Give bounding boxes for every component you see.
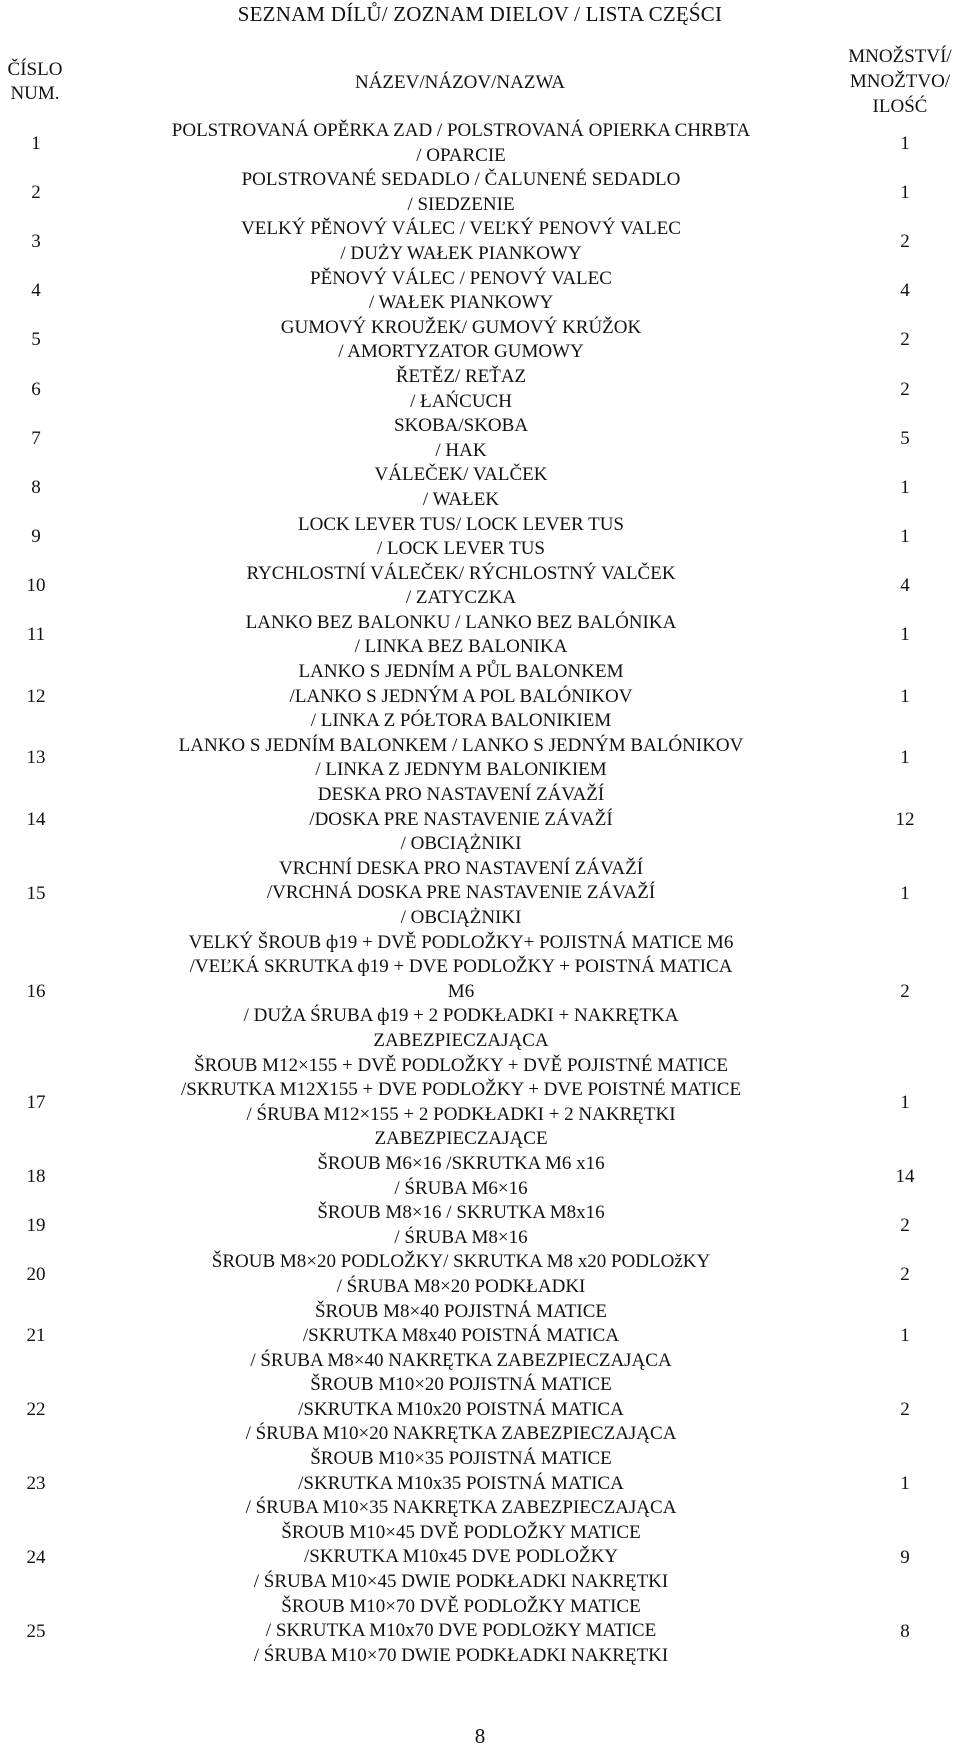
table-row [0, 119, 960, 168]
part-name-line: ŘETĚZ/ REŤAZ [395, 365, 527, 387]
part-quantity: 2 [900, 230, 910, 252]
parts-table [0, 119, 960, 1668]
table-row [0, 1521, 960, 1595]
part-quantity: 12 [895, 808, 915, 830]
header-number-line: NUM. [10, 83, 60, 104]
part-name-line: /SKRUTKA M10x45 DVE PODLOŽKY [303, 1546, 619, 1568]
part-quantity: 2 [900, 1263, 910, 1285]
part-name-line: /SKRUTKA M10x35 POISTNÁ MATICA [298, 1472, 624, 1494]
part-name [72, 734, 850, 783]
part-name-line: / WAŁEK PIANKOWY [368, 292, 554, 314]
part-name [72, 316, 850, 365]
part-name-line: / LINKA Z PÓŁTORA BALONIKIEM [310, 710, 612, 732]
table-row [0, 660, 960, 734]
part-name [72, 217, 850, 266]
table-header [0, 44, 960, 124]
table-row [0, 463, 960, 512]
part-name-line: ŠROUB M8×16 / SKRUTKA M8x16 [317, 1202, 605, 1224]
part-name-line: / WAŁEK [422, 488, 500, 510]
part-name-line: / DUŻY WAŁEK PIANKOWY [340, 242, 582, 264]
part-name-line: VRCHNÍ DESKA PRO NASTAVENÍ ZÁVAŽÍ [278, 857, 644, 879]
part-name-line: /DOSKA PRE NASTAVENIE ZÁVAŽÍ [309, 808, 613, 830]
part-name-line: /SKRUTKA M10x20 POISTNÁ MATICA [298, 1398, 624, 1420]
header-name: NÁZEV/NÁZOV/NAZWA [354, 72, 566, 93]
part-name-line: VÁLEČEK/ VALČEK [374, 464, 548, 486]
part-name-line: M6 [447, 980, 475, 1002]
part-name-line: LANKO S JEDNÍM BALONKEM / LANKO S JEDNÝM BALÓNIKOV [178, 734, 744, 756]
part-quantity: 1 [900, 132, 910, 154]
table-row [0, 783, 960, 857]
part-quantity: 1 [900, 526, 910, 548]
part-name-line: / OPARCIE [416, 144, 506, 166]
part-name [72, 857, 850, 931]
header-quantity-line: MNOŽTVO/ [849, 71, 951, 92]
part-quantity: 1 [900, 882, 910, 904]
part-name-line: /VEĽKÁ SKRUTKA ф19 + DVE PODLOŽKY + POISTNÁ MATICA [189, 956, 733, 978]
part-name-line: /SKRUTKA M12X155 + DVE PODLOŽKY + DVE POISTNÉ MATICE [180, 1079, 742, 1101]
header-quantity-line: ILOŚĆ [872, 96, 928, 117]
part-name [72, 463, 850, 512]
part-quantity: 5 [900, 427, 910, 449]
part-name-line: /SKRUTKA M8x40 POISTNÁ MATICA [302, 1325, 620, 1347]
part-quantity: 2 [900, 1399, 910, 1421]
part-name-line: ŠROUB M8×20 PODLOŽKY/ SKRUTKA M8 x20 PODLOžKY [211, 1251, 711, 1273]
part-name-line: SKOBA/SKOBA [393, 415, 529, 437]
part-name-line: / AMORTYZATOR GUMOWY [338, 341, 584, 363]
part-name [72, 1054, 850, 1152]
part-number: 3 [31, 230, 41, 252]
part-name [72, 119, 850, 168]
table-row [0, 1201, 960, 1250]
part-name-line: ŠROUB M10×20 POJISTNÁ MATICE [310, 1374, 612, 1396]
table-row [0, 217, 960, 266]
part-name-line: POLSTROVANÁ OPĚRKA ZAD / POLSTROVANÁ OPIERKA CHRBTA [171, 120, 751, 141]
part-number: 23 [26, 1472, 46, 1494]
table-row [0, 168, 960, 217]
part-name-line: / ŚRUBA M8×20 PODKŁADKI [336, 1275, 586, 1297]
part-number: 2 [31, 181, 41, 203]
table-row [0, 611, 960, 660]
part-number: 19 [26, 1214, 46, 1236]
part-name [72, 1595, 850, 1669]
part-quantity: 2 [900, 1214, 910, 1236]
page-title: SEZNAM DÍLŮ/ ZOZNAM DIELOV / LISTA CZĘŚCI [237, 2, 723, 26]
part-name-line: ŠROUB M8×40 POJISTNÁ MATICE [314, 1300, 608, 1322]
header-number-line: ČÍSLO [7, 59, 63, 80]
header-quantity-line: MNOŽSTVÍ/ [848, 46, 952, 67]
part-quantity: 2 [900, 378, 910, 400]
part-name-line: / ŚRUBA M10×45 DWIE PODKŁADKI NAKRĘTKI [253, 1571, 669, 1593]
part-name-line: / HAK [435, 439, 487, 461]
table-row [0, 1447, 960, 1521]
table-row [0, 1595, 960, 1669]
part-name-line: VELKÝ PĚNOVÝ VÁLEC / VEĽKÝ PENOVÝ VALEC [241, 218, 681, 240]
part-quantity: 1 [900, 624, 910, 646]
part-name-line: / LINKA Z JEDNYM BALONIKIEM [315, 759, 607, 781]
table-row [0, 1373, 960, 1447]
part-number: 7 [31, 427, 41, 449]
table-row [0, 267, 960, 316]
part-name-line: / ŚRUBA M8×16 [394, 1226, 528, 1248]
part-number: 6 [31, 378, 41, 400]
part-name-line: ZABEZPIECZAJĄCA [373, 1029, 549, 1051]
part-number: 25 [26, 1620, 46, 1642]
part-name-line: / ŚRUBA M10×70 DWIE PODKŁADKI NAKRĘTKI [253, 1644, 669, 1666]
part-name-line: / OBCIĄŻNIKI [400, 833, 522, 855]
table-row [0, 414, 960, 463]
part-name [72, 267, 850, 316]
header-quantity [840, 44, 960, 119]
part-number: 11 [26, 624, 46, 646]
table-row [0, 857, 960, 931]
part-name [72, 1373, 850, 1447]
part-number: 1 [31, 132, 41, 154]
part-name-line: VELKÝ ŠROUB ф19 + DVĚ PODLOŽKY+ POJISTNÁ MATICE M6 [188, 931, 734, 953]
part-name [72, 562, 850, 611]
part-name-line: ZABEZPIECZAJĄCE [374, 1128, 548, 1150]
part-quantity: 1 [900, 1472, 910, 1494]
part-name-line: /VRCHNÁ DOSKA PRE NASTAVENIE ZÁVAŽÍ [266, 882, 656, 904]
part-quantity: 2 [900, 329, 910, 351]
part-quantity: 9 [900, 1546, 910, 1568]
part-quantity: 1 [900, 181, 910, 203]
table-row [0, 1152, 960, 1201]
part-name-line: / ZATYCZKA [405, 587, 517, 609]
part-name-line: ŠROUB M12×155 + DVĚ PODLOŽKY + DVĚ POJISTNÉ MATICE [194, 1054, 728, 1076]
part-number: 18 [26, 1165, 46, 1187]
table-row [0, 316, 960, 365]
table-row [0, 1054, 960, 1152]
part-number: 22 [26, 1399, 46, 1421]
part-name-line: /LANKO S JEDNÝM A POL BALÓNIKOV [289, 685, 633, 707]
part-name [72, 611, 850, 660]
part-name-line: LOCK LEVER TUS/ LOCK LEVER TUS [298, 513, 624, 535]
part-name [72, 1250, 850, 1299]
header-number [2, 58, 68, 106]
part-number: 5 [31, 329, 41, 351]
part-quantity: 14 [895, 1165, 915, 1187]
table-row [0, 1250, 960, 1299]
part-number: 15 [26, 882, 46, 904]
part-name-line: POLSTROVANÉ SEDADLO / ČALUNENÉ SEDADLO [241, 169, 681, 191]
table-row [0, 931, 960, 1054]
part-name-line: LANKO S JEDNÍM A PŮL BALONKEM [298, 661, 624, 683]
part-number: 24 [26, 1546, 46, 1568]
part-name [72, 931, 850, 1054]
part-number: 12 [26, 685, 46, 707]
part-name-line: / DUŻA ŚRUBA ф19 + 2 PODKŁADKI + NAKRĘTKA [243, 1005, 679, 1027]
part-name [72, 513, 850, 562]
part-name [72, 1521, 850, 1595]
part-name-line: / ŚRUBA M12×155 + 2 PODKŁADKI + 2 NAKRĘTKI [246, 1103, 676, 1125]
table-row [0, 562, 960, 611]
table-row [0, 1300, 960, 1374]
part-name [72, 783, 850, 857]
part-name-line: / ŚRUBA M10×35 NAKRĘTKA ZABEZPIECZAJĄCA [245, 1497, 677, 1519]
part-quantity: 1 [900, 1325, 910, 1347]
part-number: 20 [26, 1263, 46, 1285]
part-name-line: / ŁAŃCUCH [410, 390, 512, 412]
part-name-line: ŠROUB M6×16 /SKRUTKA M6 x16 [317, 1152, 605, 1174]
part-name-line: / LOCK LEVER TUS [376, 538, 545, 560]
part-quantity: 1 [900, 747, 910, 769]
part-name-line: GUMOVÝ KROUŽEK/ GUMOVÝ KRÚŽOK [280, 316, 642, 338]
part-number: 14 [26, 808, 46, 830]
part-name [72, 1152, 850, 1201]
part-number: 4 [31, 280, 41, 302]
page-number: 8 [474, 1724, 486, 1748]
part-number: 9 [31, 526, 41, 548]
part-quantity: 4 [900, 575, 910, 597]
part-quantity: 1 [900, 1091, 910, 1113]
part-quantity: 1 [900, 685, 910, 707]
part-name-line: LANKO BEZ BALONKU / LANKO BEZ BALÓNIKA [245, 611, 677, 633]
part-name-line: / OBCIĄŻNIKI [400, 907, 522, 928]
part-number: 16 [26, 981, 46, 1003]
part-number: 10 [26, 575, 46, 597]
part-name-line: ŠROUB M10×70 DVĚ PODLOŽKY MATICE [281, 1595, 641, 1617]
part-name-line: RYCHLOSTNÍ VÁLEČEK/ RÝCHLOSTNÝ VALČEK [246, 562, 676, 584]
part-name [72, 1201, 850, 1250]
part-name [72, 1447, 850, 1521]
table-row [0, 365, 960, 414]
part-name-line: / SIEDZENIE [407, 193, 515, 215]
part-number: 17 [26, 1091, 46, 1113]
part-quantity: 8 [900, 1620, 910, 1642]
part-name-line: / ŚRUBA M8×40 NAKRĘTKA ZABEZPIECZAJĄCA [250, 1349, 672, 1371]
part-name-line: / LINKA BEZ BALONIKA [354, 636, 568, 658]
part-name-line: ŠROUB M10×35 POJISTNÁ MATICE [310, 1448, 612, 1470]
part-name [72, 168, 850, 217]
part-number: 13 [26, 747, 46, 769]
table-row [0, 734, 960, 783]
part-name [72, 414, 850, 463]
part-quantity: 4 [900, 280, 910, 302]
part-name [72, 660, 850, 734]
part-name-line: / SKRUTKA M10x70 DVE PODLOžKY MATICE [265, 1620, 657, 1642]
part-name-line: ŠROUB M10×45 DVĚ PODLOŽKY MATICE [281, 1521, 641, 1543]
part-number: 8 [31, 476, 41, 498]
part-name [72, 1300, 850, 1374]
part-number: 21 [26, 1325, 46, 1347]
part-name [72, 365, 850, 414]
part-name-line: PĚNOVÝ VÁLEC / PENOVÝ VALEC [310, 267, 612, 289]
part-name-line: DESKA PRO NASTAVENÍ ZÁVAŽÍ [317, 784, 605, 806]
part-name-line: / ŚRUBA M10×20 NAKRĘTKA ZABEZPIECZAJĄCA [245, 1423, 677, 1445]
part-name-line: / ŚRUBA M6×16 [394, 1177, 528, 1199]
part-quantity: 2 [900, 981, 910, 1003]
table-row [0, 513, 960, 562]
part-quantity: 1 [900, 476, 910, 498]
